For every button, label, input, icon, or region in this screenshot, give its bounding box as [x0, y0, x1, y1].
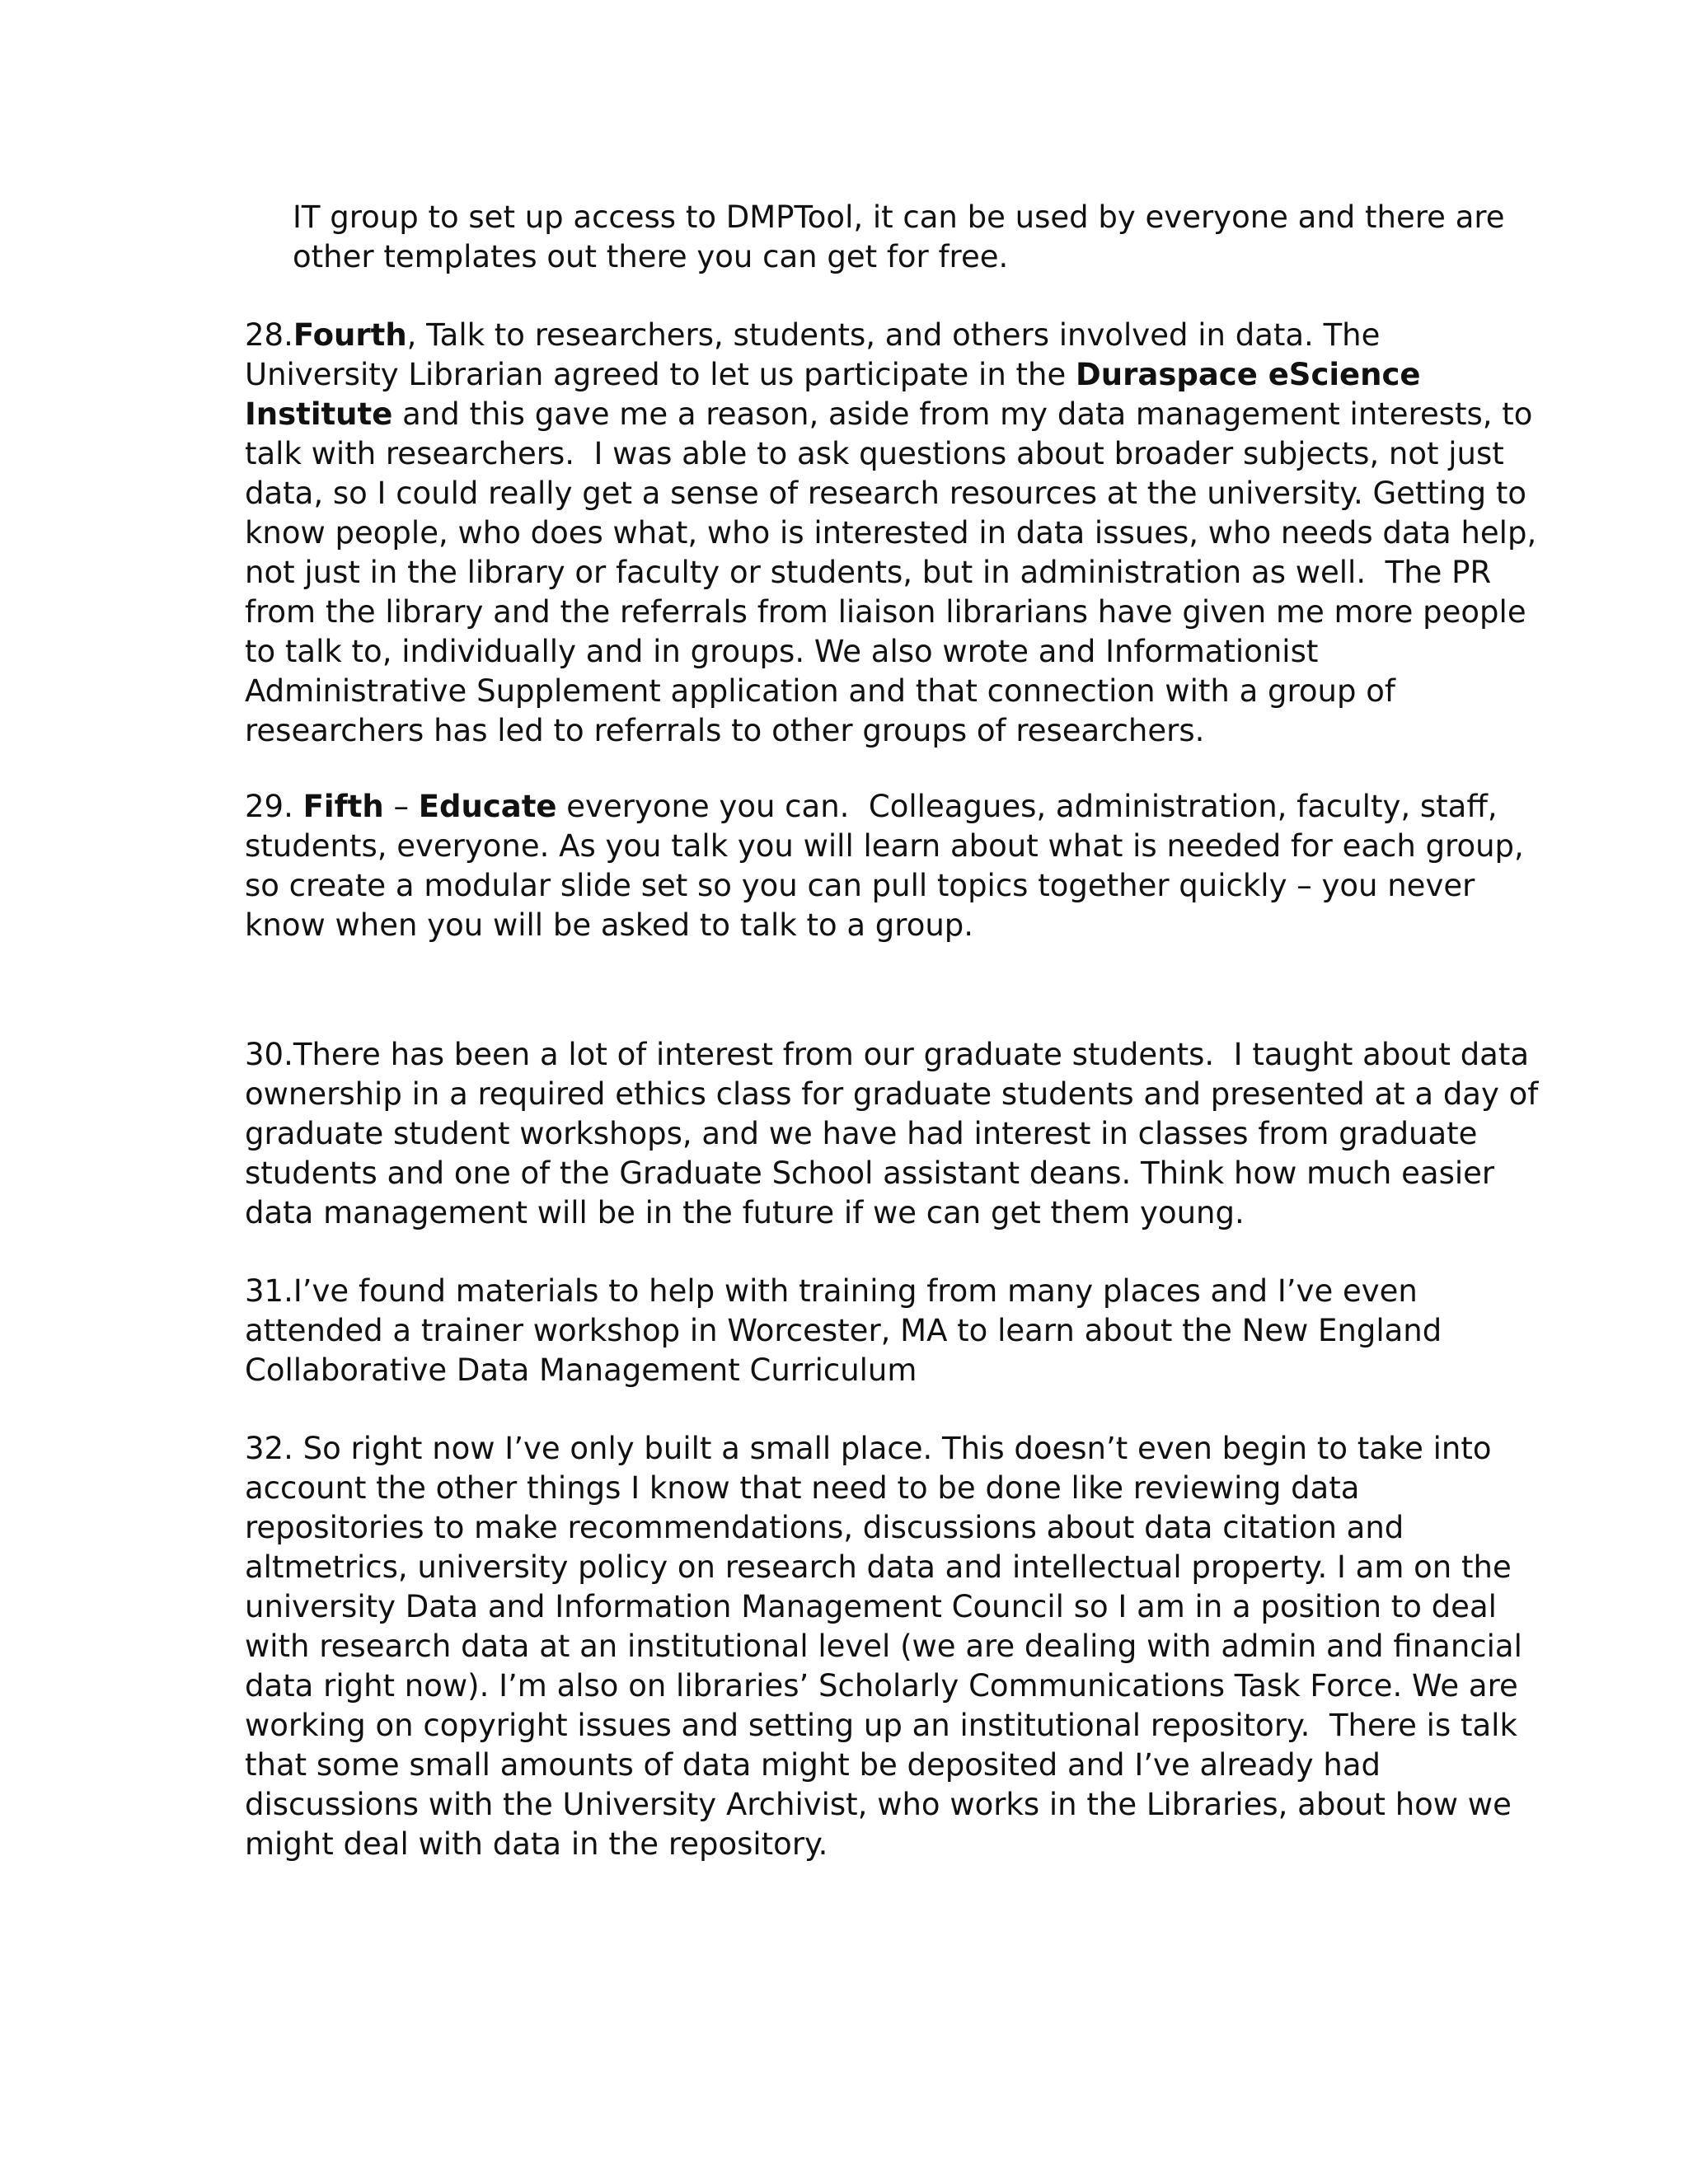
item-number: 32.	[245, 1431, 303, 1466]
bold-term: Educate	[418, 789, 557, 824]
text-line: know people, who does what, who is interested in data issues, who needs data help,	[245, 515, 1537, 551]
text-line: students, everyone. As you talk you will learn about what is needed for each group,	[245, 828, 1524, 864]
text-run: , Talk to researchers, students, and others involved in data. The	[406, 317, 1381, 353]
paragraph-30	[245, 1035, 1538, 1233]
text-run: everyone you can. Colleagues, administration, faculty, staff,	[556, 789, 1498, 824]
text-run: I’ve found materials to help with training from many places and I’ve even	[293, 1273, 1418, 1309]
text-line	[245, 1429, 1522, 1469]
text-line	[245, 1035, 1538, 1075]
bold-term: Duraspace eScience	[1076, 357, 1421, 392]
paragraph-32	[245, 1429, 1522, 1864]
text-line	[245, 316, 1536, 355]
paragraph-28	[245, 316, 1536, 751]
text-line: graduate student workshops, and we have had interest in classes from graduate	[245, 1116, 1478, 1151]
text-line: discussions with the University Archivist, who works in the Libraries, about how we	[245, 1787, 1512, 1822]
text-run: So right now I’ve only built a small place. This doesn’t even begin to take into	[302, 1431, 1492, 1466]
text-line: IT group to set up access to DMPTool, it can be used by everyone and there are	[293, 199, 1505, 235]
text-line: talk with researchers. I was able to ask questions about broader subjects, not just	[245, 436, 1504, 471]
text-line: so create a modular slide set so you can pull topics together quickly – you never	[245, 868, 1475, 903]
text-line: altmetrics, university policy on research data and intellectual property. I am on the	[245, 1549, 1512, 1585]
text-line: Administrative Supplement application and that connection with a group of	[245, 673, 1395, 709]
bold-term: Institute	[245, 396, 393, 432]
text-run: University Librarian agreed to let us participate in the	[245, 357, 1076, 392]
text-line: ownership in a required ethics class for graduate students and presented at a day of	[245, 1076, 1539, 1112]
text-run: There has been a lot of interest from our graduate students. I taught about data	[293, 1037, 1530, 1072]
text-line: not just in the library or faculty or students, but in administration as well. The PR	[245, 555, 1492, 590]
text-line: students and one of the Graduate School assistant deans. Think how much easier	[245, 1155, 1495, 1191]
text-line	[245, 787, 1524, 827]
text-line: attended a trainer workshop in Worcester, MA to learn about the New England	[245, 1313, 1442, 1348]
paragraph-27-continuation	[293, 198, 1505, 277]
text-line: that some small amounts of data might be deposited and I’ve already had	[245, 1747, 1381, 1783]
bold-term: Fifth	[302, 789, 384, 824]
text-line	[245, 1272, 1442, 1311]
item-number: 28.	[245, 317, 293, 353]
text-line: account the other things I know that need to be done like reviewing data	[245, 1470, 1360, 1506]
text-line: researchers has led to referrals to other groups of researchers.	[245, 713, 1205, 748]
bold-term: Fourth	[293, 317, 407, 353]
text-line: repositories to make recommendations, discussions about data citation and	[245, 1510, 1404, 1545]
text-run: and this gave me a reason, aside from my data management interests, to	[392, 396, 1533, 432]
text-line: working on copyright issues and setting up an institutional repository. There is talk	[245, 1708, 1517, 1743]
text-line: Collaborative Data Management Curriculum	[245, 1352, 917, 1388]
text-line: data, so I could really get a sense of research resources at the university. Getting to	[245, 476, 1527, 511]
text-line: to talk to, individually and in groups. We also wrote and Informationist	[245, 634, 1319, 669]
text-run: –	[383, 789, 419, 824]
text-line: university Data and Information Management Council so I am in a position to deal	[245, 1589, 1497, 1624]
text-line: might deal with data in the repository.	[245, 1826, 828, 1862]
item-number: 31.	[245, 1273, 293, 1309]
text-line: data management will be in the future if we can get them young.	[245, 1195, 1245, 1230]
item-number: 29.	[245, 789, 303, 824]
text-line: know when you will be asked to talk to a group.	[245, 907, 974, 943]
text-line: other templates out there you can get for free.	[293, 239, 1009, 274]
paragraph-29	[245, 787, 1524, 945]
text-line: with research data at an institutional level (we are dealing with admin and financial	[245, 1629, 1522, 1664]
text-line: data right now). I’m also on libraries’ Scholarly Communications Task Force. We are	[245, 1668, 1518, 1704]
text-line: from the library and the referrals from liaison librarians have given me more people	[245, 594, 1526, 630]
item-number: 30.	[245, 1037, 293, 1072]
text-line	[245, 355, 1536, 395]
text-line	[245, 395, 1536, 434]
paragraph-31	[245, 1272, 1442, 1390]
